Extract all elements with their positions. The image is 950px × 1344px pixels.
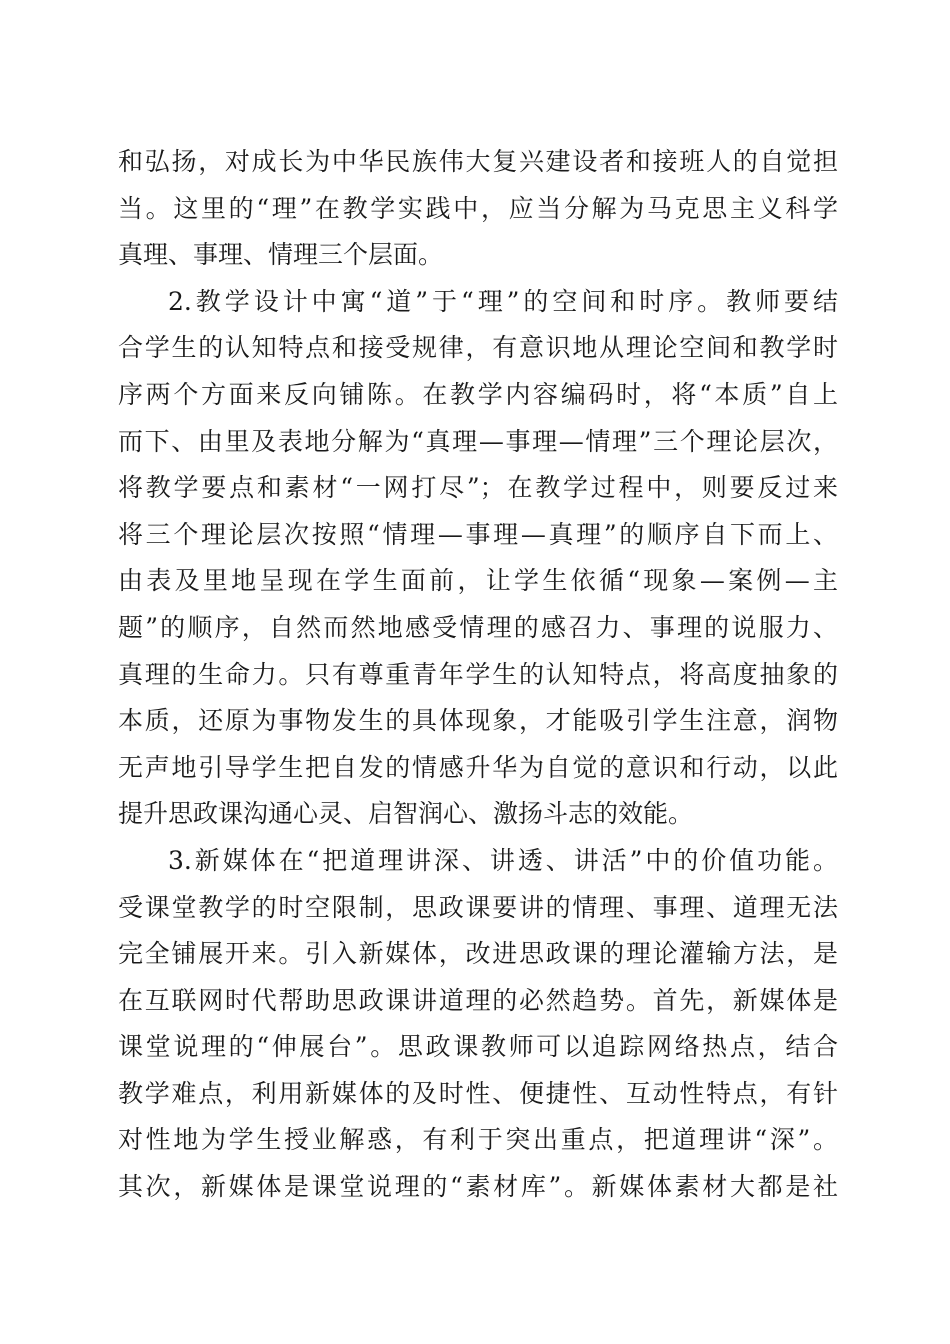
text-line: 将教学要点和素材“一网打尽”；在教学过程中，则要反过来: [118, 473, 838, 503]
text-line: 题”的顺序，自然而然地感受情理的感召力、事理的说服力、: [118, 612, 838, 642]
text-line: 提升思政课沟通心灵、启智润心、激扬斗志的效能。: [118, 799, 694, 829]
text-line: 而下、由里及表地分解为“真理—事理—情理”三个理论层次，: [118, 426, 838, 456]
body-text: [118, 139, 838, 1211]
paragraph-heading-line: 2.教学设计中寓“道”于“理”的空间和时序。教师要结: [168, 286, 838, 316]
text-line: 将三个理论层次按照“情理—事理—真理”的顺序自下而上、: [118, 519, 838, 549]
text-line: 由表及里地呈现在学生面前，让学生依循“现象—案例—主: [118, 566, 838, 596]
text-line: 对性地为学生授业解惑，有利于突出重点，把道理讲“深”。: [118, 1125, 838, 1155]
text-line: 完全铺展开来。引入新媒体，改进思政课的理论灌输方法，是: [118, 939, 838, 969]
text-line: 课堂说理的“伸展台”。思政课教师可以追踪网络热点，结合: [118, 1032, 838, 1062]
text-line: 序两个方面来反向铺陈。在教学内容编码时，将“本质”自上: [118, 379, 838, 409]
text-line: 在互联网时代帮助思政课讲道理的必然趋势。首先，新媒体是: [118, 985, 838, 1015]
text-line: 真理、事理、情理三个层面。: [118, 240, 444, 270]
text-line: 本质，还原为事物发生的具体现象，才能吸引学生注意，润物: [118, 706, 838, 736]
text-line: 教学难点，利用新媒体的及时性、便捷性、互动性特点，有针: [118, 1078, 838, 1108]
text-line: 真理的生命力。只有尊重青年学生的认知特点，将高度抽象的: [118, 659, 838, 689]
text-line: 无声地引导学生把自发的情感升华为自觉的意识和行动，以此: [118, 752, 838, 782]
text-line: 其次，新媒体是课堂说理的“素材库”。新媒体素材大都是社: [118, 1172, 838, 1202]
text-line: 合学生的认知特点和接受规律，有意识地从理论空间和教学时: [118, 333, 838, 363]
text-line: 和弘扬，对成长为中华民族伟大复兴建设者和接班人的自觉担: [118, 147, 838, 176]
text-line: 受课堂教学的时空限制，思政课要讲的情理、事理、道理无法: [118, 892, 838, 922]
paragraph-heading-line: 3.新媒体在“把道理讲深、讲透、讲活”中的价值功能。: [168, 845, 838, 875]
text-line: 当。这里的“理”在教学实践中，应当分解为马克思主义科学: [118, 193, 838, 223]
